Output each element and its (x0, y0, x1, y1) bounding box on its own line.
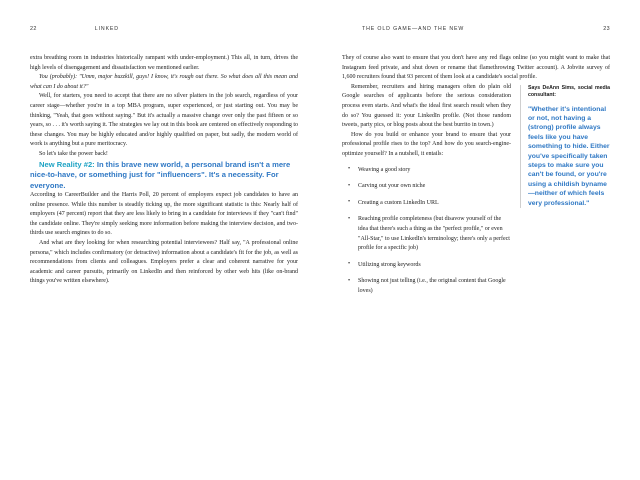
right-page (320, 0, 640, 480)
right-running-head (342, 26, 610, 32)
paragraph: Remember, recruiters and hiring managers often do plain old Google searches of applicants before the serious consideration process even starts. And what's the ideal first search result when they do so? You guessed it: your LinkedIn profile. (Not those random tweets, party pics, or blog posts about the best burrito in town.) (342, 83, 511, 129)
list-item: • Creating a custom LinkedIn URL (352, 199, 511, 209)
list-item: • Reaching profile completeness (but disavow yourself of the idea that there's such a thing as the "perfect profile," or even "All-Star," to use LinkedIn's terminology; there's only a perfect profile for a specific job) (352, 215, 511, 253)
bullet-list (342, 166, 511, 304)
left-running-title: LINKED (94, 26, 119, 32)
pull-quote-attribution: Says DeAnn Sims, social media consultant: (528, 84, 610, 99)
list-item: • Utilizing strong keywords (352, 261, 511, 271)
paragraph: According to CareerBuilder and the Harris Poll, 20 percent of employers expect job candidates to have an online presence. While this number is steadily ticking up, the more significant statistic is this: Nearly half of employers (47 percent) report that they are less likely to bring in a candidate for interviews if they "can't find" the candidate online. They're simply seeking more information before making the interview decision, and two-thirds use search engines to do so. (30, 192, 298, 237)
list-item: • Carving out your own niche (352, 182, 511, 192)
paragraph: So let's take the power back! (39, 150, 108, 157)
left-running-head (30, 26, 298, 32)
paragraph: extra breathing room in industries historically rampant with under-employment.) This all, in turn, drives the high levels of disengagement and dissatisfaction we mentioned earlier. (30, 55, 298, 71)
left-folio: 22 (30, 26, 37, 32)
paragraph: They of course also want to ensure that you don't have any red flags online (so you might want to make that Instagram feed private, and shut down or rename that flamethrowing Twitter account). A Jobvite survey of 1,600 recruiters found that 93 percent of them look at a candidate's social profile. (342, 55, 610, 81)
pull-quote-sidebar (520, 85, 610, 208)
paragraph: You (probably): "Umm, major buzzkill, guys! I know, it's rough out there. So what does all this mean and what can I do about it?" (30, 74, 298, 90)
section-heading (30, 160, 298, 192)
paragraph: Well, for starters, you need to accept that there are no silver platters in the job search, regardless of your career stage—whether you're in a top MBA program, super experienced, or just starting out. You may be thinking, "Yeah, that goes without saying." But it's actually a massive change over only the past fifteen or so years, so . . . it's worth saying it. The strategies we lay out in this book are centered on effectively responding to these changes. You may be highly educated and/or highly qualified on paper, but sadly, the modern world of work is anything but a pure meritocracy. (30, 93, 298, 148)
paragraph: And what are they looking for when researching potential interviewees? Half say, "A professional online persona," which includes confirmatory (or detractive) information about a candidate's fit for the job, as well as recommendations from clients and colleagues. Employers prefer a clear and coherent narrative for your academic and career pursuits, primarily on LinkedIn and then reinforced by other web hits (like on-brand things you've written elsewhere). (30, 240, 298, 285)
right-running-title: THE OLD GAME—AND THE NEW (362, 26, 465, 32)
list-item: • Weaving a good story (352, 166, 511, 176)
section-heading-rest: In this brave new world, a personal brand isn't a mere nice-to-have, or something just for "influencers". It's a necessity. For everyone. (30, 159, 291, 190)
right-folio: 23 (603, 26, 610, 32)
pull-quote-text: "Whether it's intentional or not, not having a (strong) profile always feels like you have something to hide. Either you've specifically taken steps to make sure you can't be found, or you're using a childish byname—neither of which feels very professional." (528, 105, 610, 207)
section-heading-lead: New Reality #2: (39, 159, 95, 169)
left-text-column (30, 54, 298, 287)
right-text-column (342, 54, 610, 303)
paragraph: How do you build or enhance your brand to ensure that your professional profile rises to the top? And how do you search-engine-optimize yourself? In a nutshell, it entails: (342, 131, 511, 157)
list-item: • Showing not just telling (i.e., the original content that Google loves) (352, 277, 511, 296)
